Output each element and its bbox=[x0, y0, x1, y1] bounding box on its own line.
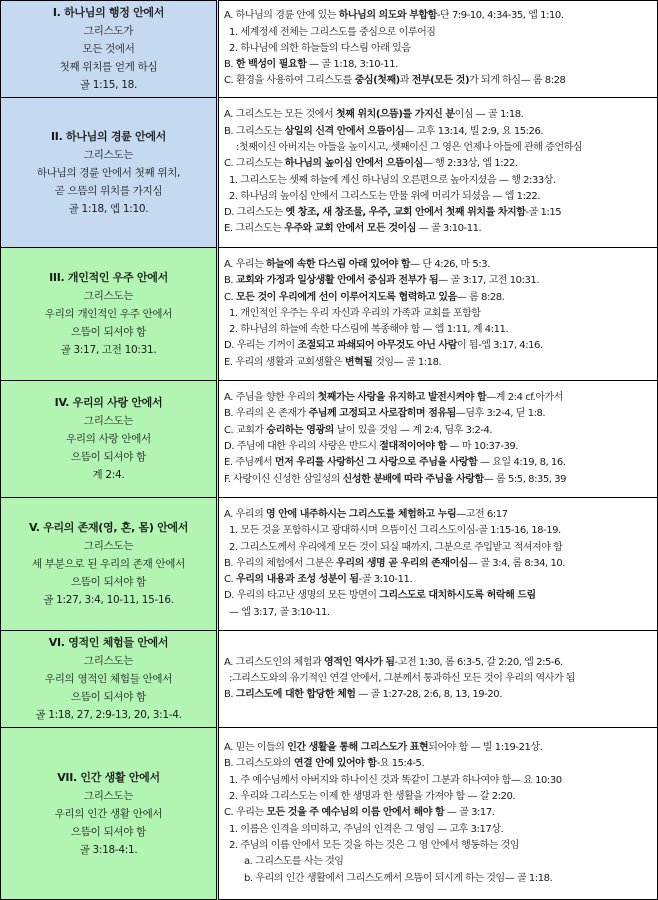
scripture-reference: 골 1:18, 엡 1:10. bbox=[68, 202, 149, 215]
point-text: A. 믿는 이들의 bbox=[224, 742, 288, 754]
outline-point bbox=[224, 556, 657, 572]
section-row bbox=[1, 631, 658, 728]
point-text: :첫째이신 아버지는 아들을 높이시고, 셋째이신 그 영은 언제나 아들에 관해 증언하심 bbox=[236, 141, 583, 153]
point-text: B. 그리스도와의 bbox=[224, 758, 294, 770]
outline-point bbox=[224, 423, 657, 439]
point-text: B. bbox=[224, 59, 236, 71]
summary-line: 우리의 사랑 안에서 bbox=[66, 433, 151, 445]
point-text: —딤후 3:2-4, 딛 1:8. bbox=[455, 408, 546, 420]
point-text: 과 bbox=[399, 75, 412, 87]
point-text: — 골 3:17, 고전 10:31. bbox=[438, 275, 540, 287]
summary-line: 그리스도는 bbox=[83, 415, 134, 427]
scripture-reference: 골 1:15, 18. bbox=[79, 79, 138, 91]
point-text: D. 우리는 기꺼이 bbox=[224, 340, 298, 352]
outline-point bbox=[224, 390, 657, 406]
point-text: D. 주님에 대한 우리의 사랑은 반드시 bbox=[224, 441, 380, 452]
section-heading: VI. 영적인 체험들 안에서 bbox=[48, 636, 169, 649]
emphasis-text: 우리의 생명 곧 우리의 존재이심 bbox=[336, 557, 469, 569]
point-text: — 골 1:27-28, 2:6, 8, 13, 19-20. bbox=[355, 689, 502, 701]
emphasis-text: 모든 것을 주 예수님의 이름 안에서 해야 함 bbox=[266, 807, 445, 819]
emphasis-text: 우리의 내용과 조성 성분이 됨 bbox=[236, 574, 359, 586]
emphasis-text: 한 백성이 필요함 bbox=[235, 59, 307, 71]
point-text: -요 15:4-5. bbox=[376, 758, 425, 770]
outline-point bbox=[224, 789, 657, 805]
summary-line: 그리스도는 bbox=[83, 148, 134, 161]
emphasis-text: 신성한 분배에 따라 주님을 사랑함 bbox=[342, 473, 484, 485]
section-row bbox=[1, 98, 658, 248]
point-text: :그리스도와의 유기적인 연결 안에서, 그분께서 통과하신 모든 것이 우리의 역사가 됨 bbox=[229, 672, 576, 684]
summary-line: 첫째 위치를 얻게 하심 bbox=[59, 61, 158, 73]
summary-line: 으뜸이 되셔야 함 bbox=[71, 691, 146, 703]
outline-point bbox=[224, 338, 657, 354]
outline-point bbox=[224, 41, 657, 57]
section-summary-cell bbox=[1, 98, 218, 248]
point-text: 2. 주님의 이름 안에서 모든 것을 하는 것은 그 영 안에서 행동하는 것임 bbox=[229, 839, 520, 851]
point-text: — 롬 8:28. bbox=[456, 291, 505, 303]
outline-point bbox=[224, 322, 657, 338]
summary-line: 모든 것에서 bbox=[82, 43, 135, 55]
point-text: B. 그리스도는 bbox=[224, 125, 285, 137]
outline-point bbox=[224, 73, 657, 89]
point-text: A. 우리는 bbox=[224, 258, 267, 270]
summary-line: 하나님의 경륜 안에서 첫째 위치, bbox=[36, 166, 181, 179]
summary-line: 곧 으뜸의 위치를 가지심 bbox=[54, 184, 163, 197]
point-text: — 단 4:26, 마 5:3. bbox=[410, 258, 490, 270]
outline-point bbox=[224, 455, 657, 471]
emphasis-text: 중심(첫째) bbox=[354, 75, 400, 87]
section-summary-cell bbox=[1, 728, 218, 900]
outline-point bbox=[224, 406, 657, 422]
point-text: —계 2:4 cf.아가서 bbox=[486, 392, 563, 404]
section-heading: V. 우리의 존재(영, 혼, 몸) 안에서 bbox=[28, 521, 189, 534]
point-text: — 골 3:17. bbox=[444, 807, 495, 819]
outline-point bbox=[224, 355, 657, 371]
outline-point bbox=[224, 306, 657, 322]
emphasis-text: 하나님의 높이심 안에서 으뜸이심 bbox=[284, 158, 423, 170]
point-text: b. 우리의 인간 생활에서 그리스도께서 으뜸이 되시게 하는 것임— 골 1:18. bbox=[244, 872, 553, 884]
emphasis-text: 모든 것이 우리에게 선이 이루어지도록 협력하고 있음 bbox=[236, 291, 457, 303]
point-text: 이 됨-엡 3:17, 4:16. bbox=[456, 340, 543, 352]
point-text: — 골 3:4, 롬 8:34, 10. bbox=[468, 557, 566, 569]
point-text: — 골 1:18, 3:10-11. bbox=[306, 59, 398, 71]
outline-point bbox=[224, 140, 657, 156]
scripture-reference: 골 3:17, 고전 10:31. bbox=[60, 344, 157, 356]
point-text: 1. 세계정세 전체는 그리스도를 중심으로 이루어짐 bbox=[229, 26, 436, 38]
point-text: — 롬 5:5, 8:35, 39 bbox=[483, 473, 567, 485]
outline-point bbox=[224, 822, 657, 838]
emphasis-text: 변혁될 bbox=[344, 356, 373, 368]
summary-line: 으뜸이 되셔야 함 bbox=[71, 825, 146, 838]
point-text: C. bbox=[224, 574, 236, 586]
point-text: C. bbox=[224, 291, 236, 303]
section-summary-cell bbox=[1, 498, 218, 631]
outline-point bbox=[224, 871, 657, 887]
outline-point bbox=[224, 221, 657, 237]
outline-point bbox=[224, 189, 657, 205]
point-text: A. 주님을 향한 우리의 bbox=[224, 392, 318, 404]
summary-line: 우리의 영적인 체험들 안에서 bbox=[44, 673, 173, 685]
outline-point bbox=[224, 257, 657, 273]
emphasis-text: 조절되고 파쇄되어 아무것도 아닌 사람 bbox=[297, 340, 457, 352]
section-row bbox=[1, 381, 658, 498]
summary-line: 그리스도는 bbox=[83, 789, 134, 802]
emphasis-text: 첫째 위치(으뜸)를 가지신 분 bbox=[335, 109, 455, 121]
emphasis-text: 삼일의 신격 안에서 으뜸이심 bbox=[284, 125, 405, 137]
section-heading: IV. 우리의 사랑 안에서 bbox=[54, 396, 163, 409]
section-points-cell bbox=[218, 381, 658, 498]
emphasis-text: 영적인 역사가 됨 bbox=[324, 656, 395, 668]
summary-line: 우리의 개인적인 우주 안에서 bbox=[44, 308, 173, 320]
outline-point bbox=[224, 671, 657, 687]
point-text: 가 되게 하심— 롬 8:28 bbox=[469, 75, 566, 87]
point-text: —고전 6:17 bbox=[456, 508, 508, 520]
outline-point bbox=[224, 572, 657, 588]
section-points-cell bbox=[218, 248, 658, 381]
point-text: 날이 있을 것임 — 계 2:4, 딤후 3:2-4. bbox=[333, 424, 493, 436]
section-points-cell bbox=[218, 1, 658, 98]
point-text: — 요일 4:19, 8, 16. bbox=[477, 457, 566, 469]
outline-point bbox=[224, 124, 657, 140]
outline-point bbox=[224, 655, 657, 671]
summary-line: 그리스도는 bbox=[83, 655, 134, 667]
point-text: E. 주님께서 bbox=[224, 457, 275, 469]
point-text: 1. 개인적인 우주는 우리 자신과 우리의 가족과 교회를 포함함 bbox=[229, 307, 481, 319]
point-text: 1. 모든 것을 포함하시고 광대하시며 으뜸이신 그리스도이심-골 1:15-16, 18-19. bbox=[229, 525, 561, 537]
outline-point bbox=[224, 507, 657, 523]
emphasis-text: 먼저 우리를 사랑하신 그 사랑으로 주님을 사랑함 bbox=[274, 457, 478, 469]
section-row bbox=[1, 248, 658, 381]
summary-line: 우리의 인간 생활 안에서 bbox=[54, 807, 163, 820]
section-points-cell bbox=[218, 728, 658, 900]
point-text: A. 하나님의 경륜 안에 있는 bbox=[224, 10, 339, 22]
summary-line: 으뜸이 되셔야 함 bbox=[71, 326, 146, 338]
section-summary-cell bbox=[1, 631, 218, 728]
outline-point bbox=[224, 439, 657, 455]
point-text: — 행 2:33상, 엡 1:22. bbox=[422, 158, 518, 170]
section-summary-cell bbox=[1, 248, 218, 381]
point-text: — 엡 3:17, 골 3:10-11. bbox=[229, 606, 330, 618]
emphasis-text: 하나님의 의도와 부합함 bbox=[338, 10, 437, 22]
emphasis-text: 하늘에 속한 다스림 아래 있어야 함 bbox=[266, 258, 411, 270]
section-row bbox=[1, 728, 658, 900]
summary-line: 으뜸이 되셔야 함 bbox=[71, 451, 146, 463]
section-heading: III. 개인적인 우주 안에서 bbox=[49, 271, 168, 284]
point-text: — 마 10:37-39. bbox=[446, 441, 519, 452]
outline-point bbox=[224, 854, 657, 870]
emphasis-text: 옛 창조, 새 창조물, 우주, 교회 안에서 첫째 위치를 차지함 bbox=[285, 207, 526, 219]
outline-point bbox=[224, 605, 657, 621]
emphasis-text: 승리하는 영광의 bbox=[266, 424, 334, 436]
outline-point bbox=[224, 57, 657, 73]
point-text: 1. 그리스도는 셋째 하늘에 계신 하나님의 오른편으로 높아지셨음 — 행 2:33상. bbox=[229, 174, 556, 186]
outline-point bbox=[224, 25, 657, 41]
section-row bbox=[1, 1, 658, 98]
emphasis-text: 주님께 고정되고 사로잡히며 점유됨 bbox=[308, 408, 456, 420]
point-text: — 골 3:10-11. bbox=[415, 223, 482, 235]
point-text: 것임— 골 1:18. bbox=[372, 356, 442, 368]
outline-point bbox=[224, 273, 657, 289]
emphasis-text: 교회와 가정과 일상생활 안에서 중심과 전부가 됨 bbox=[235, 275, 439, 287]
point-text: C. 우리는 bbox=[224, 807, 267, 819]
section-summary-cell bbox=[1, 381, 218, 498]
point-text: B. 우리의 체험에서 그분은 bbox=[224, 557, 337, 569]
outline-point bbox=[224, 838, 657, 854]
point-text: 2. 하나님의 높이심 안에서 그리스도는 만물 위에 머리가 되셨음 — 엡 1:22. bbox=[229, 190, 541, 202]
point-text: D. 우리의 타고난 생명의 모든 방면이 bbox=[224, 590, 380, 602]
section-heading: VII. 인간 생활 안에서 bbox=[57, 770, 160, 784]
section-points-cell bbox=[218, 98, 658, 248]
outline-point bbox=[224, 773, 657, 789]
emphasis-text: 그리스도에 대한 합당한 체험 bbox=[235, 689, 356, 701]
emphasis-text: 전부(모든 것) bbox=[411, 75, 470, 87]
point-text: 1. 주 예수님께서 아버지와 하나이신 것과 똑같이 그분과 하나여야 함— 요 10:30 bbox=[229, 774, 562, 786]
point-text: A. 우리의 bbox=[224, 508, 267, 520]
point-text: — 고후 13:14, 빌 2:9, 요 15:26. bbox=[404, 125, 544, 137]
point-text: a. 그리스도를 사는 것임 bbox=[244, 856, 344, 868]
point-text: 2. 하나님에 의한 하늘들의 다스림 아래 있음 bbox=[229, 42, 411, 54]
scripture-reference: 계 2:4. bbox=[92, 469, 125, 481]
emphasis-text: 연결 안에 있어야 함 bbox=[293, 758, 377, 770]
point-text: D. 그리스도는 bbox=[224, 207, 286, 219]
scripture-reference: 골 1:27, 3:4, 10-11, 15-16. bbox=[43, 594, 174, 606]
emphasis-text: 인간 생활을 통해 그리스도가 표현 bbox=[287, 742, 429, 754]
outline-point bbox=[224, 290, 657, 306]
outline-point bbox=[224, 205, 657, 221]
point-text: B. bbox=[224, 275, 236, 287]
summary-line: 그리스도는 bbox=[83, 290, 134, 302]
outline-point bbox=[224, 107, 657, 123]
point-text: B. 우리의 온 존재가 bbox=[224, 408, 309, 420]
outline-point bbox=[224, 472, 657, 488]
point-text: 2. 하나님의 하늘에 속한 다스림에 복종해야 함 — 엡 1:11, 계 4:11. bbox=[229, 324, 509, 336]
summary-line: 그리스도는 bbox=[83, 540, 134, 552]
section-heading: II. 하나님의 경륜 안에서 bbox=[51, 129, 166, 143]
point-text: C. 환경을 사용하여 그리스도를 bbox=[224, 75, 355, 87]
summary-line: 으뜸이 되셔야 함 bbox=[71, 576, 146, 588]
section-points-cell bbox=[218, 631, 658, 728]
point-text: 2. 우리와 그리스도는 이제 한 생명과 한 생활을 가져야 함 — 갈 2:20. bbox=[229, 791, 516, 803]
point-text: 되어야 함 — 빌 1:19-21상. bbox=[428, 742, 543, 754]
section-points-cell bbox=[218, 498, 658, 631]
outline-point bbox=[224, 8, 657, 24]
section-summary-cell bbox=[1, 1, 218, 98]
summary-line: 그리스도가 bbox=[83, 25, 134, 37]
point-text: E. 그리스도는 bbox=[224, 223, 285, 235]
outline-point bbox=[224, 687, 657, 703]
point-text: -고전 1:30, 롬 6:3-5, 갈 2:20, 엡 2:5-6. bbox=[394, 656, 563, 668]
scripture-reference: 골 3:18-4:1. bbox=[79, 843, 138, 856]
outline-point bbox=[224, 805, 657, 821]
point-text: C. 교회가 bbox=[224, 424, 267, 436]
point-text: C. 그리스도는 bbox=[224, 158, 285, 170]
point-text: 이심 — 골 1:18. bbox=[454, 109, 524, 121]
emphasis-text: 영 안에 내주하시는 그리스도를 체험하고 누림 bbox=[266, 508, 457, 520]
outline-point bbox=[224, 540, 657, 556]
point-text: F. 사랑이신 신성한 삼일성의 bbox=[224, 473, 343, 485]
emphasis-text: 절대적이어야 함 bbox=[379, 441, 447, 452]
point-text: 2. 그리스도께서 우리에게 모든 것이 되실 때까지, 그분으로 주입받고 적셔져야 함 bbox=[229, 541, 563, 553]
outline-point bbox=[224, 156, 657, 172]
point-text: E. 우리의 생활과 교회생활은 bbox=[224, 356, 345, 368]
emphasis-text: 첫째가는 사랑을 유지하고 발전시켜야 함 bbox=[317, 392, 487, 404]
outline-point bbox=[224, 756, 657, 772]
outline-point bbox=[224, 588, 657, 604]
point-text: A. 그리스도인의 체험과 bbox=[224, 656, 325, 668]
outline-point bbox=[224, 740, 657, 756]
point-text: A. 그리스도는 모든 것에서 bbox=[224, 109, 336, 121]
point-text: B. bbox=[224, 689, 236, 701]
emphasis-text: 그리스도로 대치하시도록 허락해 드림 bbox=[379, 590, 536, 602]
section-heading: I. 하나님의 행정 안에서 bbox=[52, 6, 165, 19]
outline-point bbox=[224, 173, 657, 189]
point-text: -골 1:15 bbox=[525, 207, 562, 219]
point-text: -골 3:10-11. bbox=[358, 574, 413, 586]
summary-line: 세 부분으로 된 우리의 존재 안에서 bbox=[32, 558, 185, 570]
section-row bbox=[1, 498, 658, 631]
scripture-reference: 골 1:18, 27, 2:9-13, 20, 3:1-4. bbox=[35, 709, 182, 721]
outline-point bbox=[224, 523, 657, 539]
point-text: -단 7:9-10, 4:34-35, 엡 1:10. bbox=[436, 10, 564, 22]
point-text: 1. 이름은 인격을 의미하고, 주님의 인격은 그 영임 — 고후 3:17상. bbox=[229, 823, 504, 835]
emphasis-text: 우주와 교회 안에서 모든 것이심 bbox=[284, 223, 416, 235]
